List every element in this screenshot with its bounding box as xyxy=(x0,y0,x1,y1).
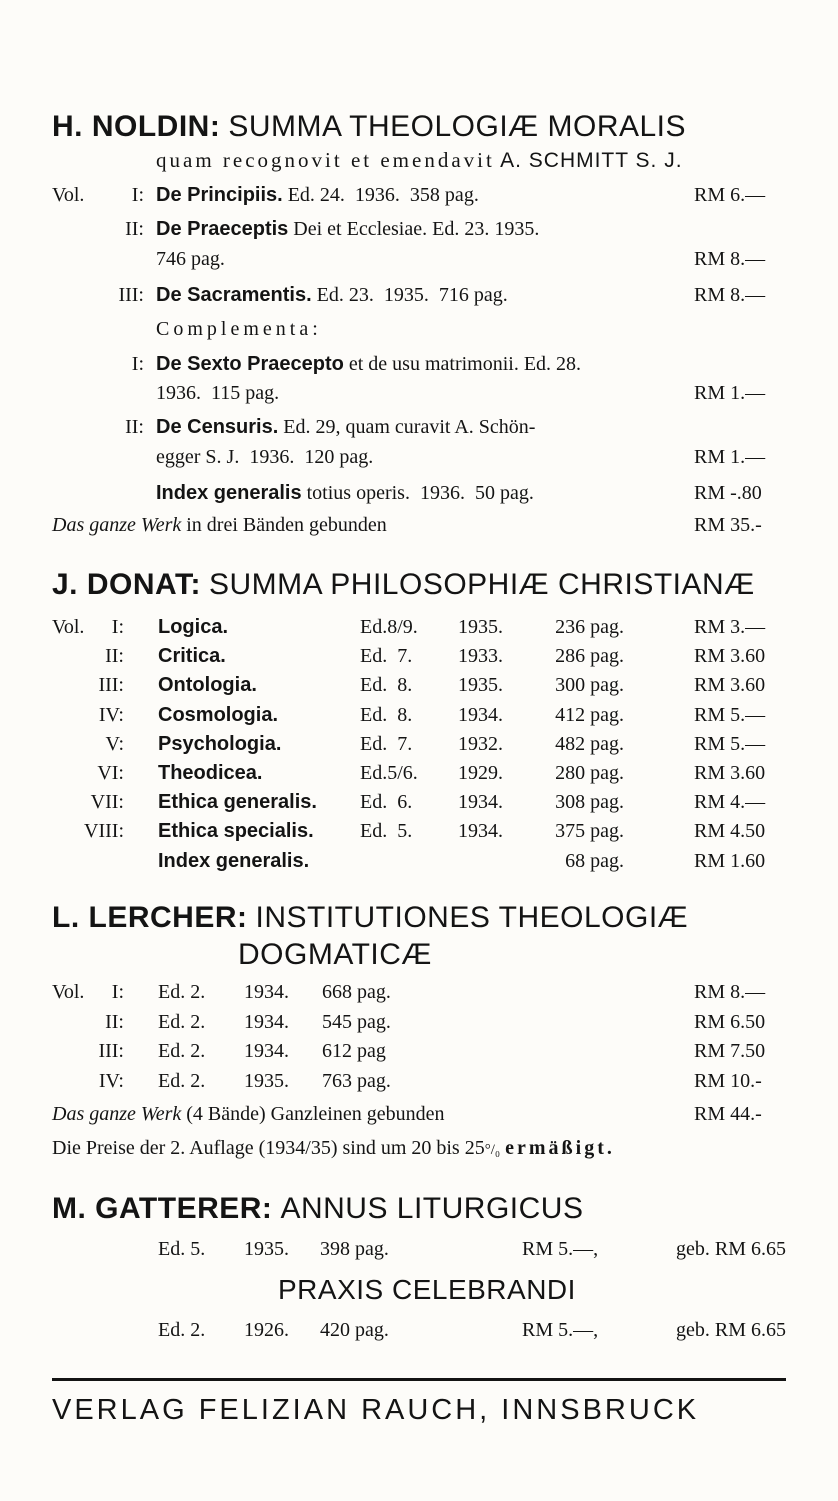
noldin-compl-1-details: et de usu matrimonii. Ed. 28. xyxy=(348,353,582,375)
donat-row-4-price: RM 5.— xyxy=(694,703,766,726)
donat-row-9-name: Index generalis. xyxy=(158,849,310,872)
donat-row-5-ed: Ed. 7. xyxy=(360,732,413,755)
donat-row-3-ed: Ed. 8. xyxy=(360,674,413,697)
donat-row-5-vol: V: xyxy=(105,732,124,755)
donat-row-8-vol: VIII: xyxy=(84,820,124,843)
donat-row-5-name: Psychologia. xyxy=(158,732,282,755)
donat-row-1-year: 1935. xyxy=(458,616,503,638)
lercher-note xyxy=(52,1136,615,1162)
noldin-complete-italic: Das ganze Werk xyxy=(52,514,182,536)
donat-row-4-vol: IV: xyxy=(98,703,124,726)
gatterer-row1-pages: 398 pag. xyxy=(320,1238,389,1260)
noldin-vol-2-details2: 746 pag. xyxy=(156,248,225,270)
donat-row-1-pages: 236 pag. xyxy=(555,616,624,638)
gatterer-row1-bound: geb. RM 6.65 xyxy=(676,1238,786,1260)
donat-row-6-name: Theodicea. xyxy=(158,762,263,784)
lercher-row-4-pages: 763 pag. xyxy=(322,1069,391,1092)
noldin-author: H. NOLDIN: xyxy=(52,110,221,143)
lercher-row-2-ed: Ed. 2. xyxy=(158,1010,206,1033)
noldin-compl-2-details2: egger S. J. 1936. 120 pag. xyxy=(156,446,374,468)
noldin-vol-1-number: I: xyxy=(131,184,144,206)
noldin-editor: A. SCHMITT S. J. xyxy=(500,149,683,172)
noldin-vol-3-price: RM 8.— xyxy=(694,284,766,306)
donat-row-7-vol: VII: xyxy=(90,791,124,814)
noldin-vol-3-line xyxy=(156,283,508,307)
noldin-vol-2-line xyxy=(156,217,539,241)
donat-row-2-pages: 286 pag. xyxy=(555,645,624,668)
donat-row-1-name: Logica. xyxy=(158,616,229,638)
lercher-note-start: Die Preise der 2. Auflage (1934/35) sind um 20 bis 25 xyxy=(52,1137,485,1159)
donat-row-8-year: 1934. xyxy=(458,820,503,843)
donat-row-7-name: Ethica generalis. xyxy=(158,791,317,814)
donat-row-2-name: Critica. xyxy=(158,645,226,668)
noldin-vol-3-details: Ed. 23. 1935. 716 pag. xyxy=(316,284,508,306)
noldin-vol-2-price: RM 8.— xyxy=(694,248,766,270)
gatterer-author: M. GATTERER: xyxy=(52,1192,273,1225)
donat-row-6-ed: Ed.5/6. xyxy=(360,762,418,784)
noldin-complete-line xyxy=(52,513,387,537)
lercher-work-line1: INSTITUTIONES THEOLOGIÆ xyxy=(255,901,689,934)
donat-row-6-price: RM 3.60 xyxy=(694,762,766,784)
lercher-row-1-ed: Ed. 2. xyxy=(158,981,206,1003)
noldin-vol-prefix: Vol. xyxy=(52,184,85,206)
noldin-compl-1-price: RM 1.— xyxy=(694,382,766,404)
noldin-compl-2-price: RM 1.— xyxy=(694,446,766,468)
donat-row-2-price: RM 3.60 xyxy=(694,645,766,668)
donat-author: J. DONAT: xyxy=(52,568,201,601)
donat-row-9-price: RM 1.60 xyxy=(694,849,766,872)
donat-row-4-name: Cosmologia. xyxy=(158,703,279,726)
noldin-vol-3-number: III: xyxy=(118,284,144,306)
noldin-vol-3-name: De Sacramentis. xyxy=(156,284,312,306)
donat-row-6-pages: 280 pag. xyxy=(555,762,624,784)
donat-row-3-name: Ontologia. xyxy=(158,674,257,697)
noldin-subtitle-line xyxy=(156,148,683,173)
gatterer-row2-ed: Ed. 2. xyxy=(158,1319,206,1341)
donat-row-1-price: RM 3.— xyxy=(694,616,766,638)
lercher-row-3-price: RM 7.50 xyxy=(694,1040,766,1062)
donat-row-2-year: 1933. xyxy=(458,645,503,668)
lercher-row-3-pages: 612 pag xyxy=(322,1040,386,1062)
lercher-row-1-pages: 668 pag. xyxy=(322,981,391,1003)
noldin-compl-2-details: Ed. 29, quam curavit A. Schön- xyxy=(283,416,536,438)
gatterer-row2-year: 1926. xyxy=(244,1319,289,1341)
noldin-heading xyxy=(52,110,686,144)
lercher-row-4-year: 1935. xyxy=(244,1069,289,1092)
donat-row-7-price: RM 4.— xyxy=(694,791,766,814)
noldin-compl-2-line xyxy=(156,415,535,439)
gatterer-heading xyxy=(52,1192,583,1226)
gatterer-work2: PRAXIS CELEBRANDI xyxy=(278,1274,576,1305)
donat-heading xyxy=(52,568,755,602)
donat-row-2-ed: Ed. 7. xyxy=(360,645,413,668)
noldin-compl-2-name: De Censuris. xyxy=(156,416,279,438)
noldin-compl-1-details2: 1936. 115 pag. xyxy=(156,382,280,404)
gatterer-row2-pages: 420 pag. xyxy=(320,1319,389,1341)
noldin-vol-2-number: II: xyxy=(125,218,144,240)
lercher-heading xyxy=(52,901,688,935)
noldin-complementa-label: Complementa: xyxy=(156,318,322,340)
lercher-row-2-year: 1934. xyxy=(244,1010,289,1033)
lercher-author: L. LERCHER: xyxy=(52,901,248,934)
gatterer-row2-price: RM 5.—, xyxy=(522,1319,599,1341)
donat-row-9-pages: 68 pag. xyxy=(565,849,624,872)
lercher-row-3-vol: III: xyxy=(98,1040,124,1062)
donat-row-6-year: 1929. xyxy=(458,762,503,784)
noldin-complete-rest: in drei Bänden gebunden xyxy=(186,514,387,536)
donat-row-8-pages: 375 pag. xyxy=(555,820,624,843)
lercher-row-1-year: 1934. xyxy=(244,981,289,1003)
lercher-complete-rest: (4 Bände) Ganzleinen gebunden xyxy=(186,1103,445,1125)
lercher-row-2-vol: II: xyxy=(105,1010,124,1033)
noldin-vol-1-name: De Principiis. xyxy=(156,184,283,206)
donat-row-5-year: 1932. xyxy=(458,732,503,755)
noldin-vol-1-line xyxy=(156,183,479,207)
donat-row-7-pages: 308 pag. xyxy=(555,791,624,814)
gatterer-row1-year: 1935. xyxy=(244,1238,289,1260)
noldin-vol-1-price: RM 6.— xyxy=(694,184,766,206)
donat-row-3-vol: III: xyxy=(98,674,124,697)
gatterer-row2-bound: geb. RM 6.65 xyxy=(676,1319,786,1341)
donat-row-4-pages: 412 pag. xyxy=(555,703,624,726)
donat-row-4-year: 1934. xyxy=(458,703,503,726)
lercher-row-4-vol: IV: xyxy=(98,1069,124,1092)
donat-row-1-vol: I: xyxy=(111,616,124,638)
noldin-index-price: RM -.80 xyxy=(694,482,762,504)
gatterer-row1-price: RM 5.—, xyxy=(522,1238,599,1260)
noldin-compl-2-number: II: xyxy=(125,416,144,438)
noldin-vol-1-details: Ed. 24. 1936. 358 pag. xyxy=(287,184,479,206)
noldin-compl-1-line xyxy=(156,352,581,376)
donat-row-6-vol: VI: xyxy=(97,762,124,784)
donat-row-2-vol: II: xyxy=(105,645,124,668)
noldin-index-line xyxy=(156,481,534,505)
lercher-complete-italic: Das ganze Werk xyxy=(52,1103,182,1125)
noldin-subtitle: quam recognovit et emendavit xyxy=(156,148,495,172)
noldin-index-details: totius operis. 1936. 50 pag. xyxy=(306,482,534,504)
noldin-complete-price: RM 35.- xyxy=(694,514,762,536)
noldin-vol-2-name: De Praeceptis xyxy=(156,218,289,240)
lercher-row-4-ed: Ed. 2. xyxy=(158,1069,206,1092)
lercher-note-end: ermäßigt. xyxy=(505,1137,615,1159)
lercher-row-1-vol: I: xyxy=(111,981,124,1003)
lercher-note-percent: °/₀ xyxy=(484,1142,501,1158)
donat-row-7-ed: Ed. 6. xyxy=(360,791,413,814)
donat-row-8-price: RM 4.50 xyxy=(694,820,766,843)
lercher-complete-price: RM 44.- xyxy=(694,1103,762,1125)
donat-vol-prefix: Vol. xyxy=(52,616,85,638)
lercher-work-line2: DOGMATICÆ xyxy=(238,938,432,971)
gatterer-work1: ANNUS LITURGICUS xyxy=(280,1192,584,1225)
lercher-row-3-year: 1934. xyxy=(244,1040,289,1062)
donat-row-3-year: 1935. xyxy=(458,674,503,697)
donat-row-5-price: RM 5.— xyxy=(694,732,766,755)
footer-publisher: VERLAG FELIZIAN RAUCH, INNSBRUCK xyxy=(52,1394,700,1426)
noldin-index-name: Index generalis xyxy=(156,482,302,504)
donat-row-3-pages: 300 pag. xyxy=(555,674,624,697)
lercher-row-3-ed: Ed. 2. xyxy=(158,1040,206,1062)
donat-row-4-ed: Ed. 8. xyxy=(360,703,413,726)
donat-row-3-price: RM 3.60 xyxy=(694,674,766,697)
donat-row-1-ed: Ed.8/9. xyxy=(360,616,418,638)
noldin-work: SUMMA THEOLOGIÆ MORALIS xyxy=(228,110,687,143)
lercher-vol-prefix: Vol. xyxy=(52,981,85,1003)
lercher-row-2-pages: 545 pag. xyxy=(322,1010,391,1033)
gatterer-row1-ed: Ed. 5. xyxy=(158,1238,206,1260)
donat-row-7-year: 1934. xyxy=(458,791,503,814)
lercher-row-1-price: RM 8.— xyxy=(694,981,766,1003)
donat-work: SUMMA PHILOSOPHIÆ CHRISTIANÆ xyxy=(208,568,755,601)
noldin-compl-1-number: I: xyxy=(131,353,144,375)
footer-rule xyxy=(52,1378,786,1381)
lercher-complete-line xyxy=(52,1102,444,1126)
donat-row-8-ed: Ed. 5. xyxy=(360,820,413,843)
lercher-row-4-price: RM 10.- xyxy=(694,1069,762,1092)
donat-row-5-pages: 482 pag. xyxy=(555,732,624,755)
noldin-compl-1-name: De Sexto Praecepto xyxy=(156,353,344,375)
lercher-row-2-price: RM 6.50 xyxy=(694,1010,766,1033)
noldin-vol-2-details: Dei et Ecclesiae. Ed. 23. 1935. xyxy=(293,218,540,240)
donat-row-8-name: Ethica specialis. xyxy=(158,820,314,843)
